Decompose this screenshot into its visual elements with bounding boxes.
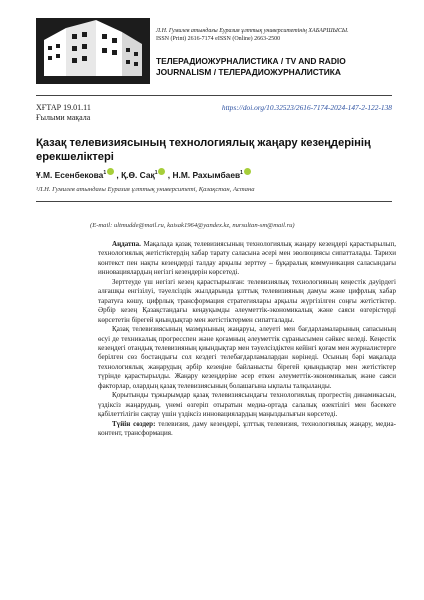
author-1-sup: 1 — [103, 170, 107, 177]
classification-code: ХҒТАР 19.01.11 — [36, 103, 91, 112]
abstract-p1-text: Мақалада қазақ телевизиясының технологиялық жаңару кезеңдері қарастырылып, технологиялық жетістіктердің хабар тарату саласына әсері мен эволюциясы сипатталады. Тарихи контекст пен нақты кезеңдерді талдау арқылы зерттеу – бұқаралық коммуникация саласындағы инновациялардың негізгі кезеңдерін көрсетеді. — [98, 240, 396, 277]
journal-title-line2: JOURNALISM / ТЕЛЕРАДИОЖУРНАЛИСТИКА — [156, 67, 341, 77]
journal-info — [156, 28, 392, 43]
author-2-sup: 1 — [154, 170, 158, 177]
orcid-icon[interactable] — [244, 168, 251, 175]
keywords-text: телевизия, даму кезеңдері, ұлттық телевизия, технологиялық жаңару, медиа-контент, трансформация. — [98, 419, 396, 438]
journal-section-title — [156, 56, 396, 78]
orcid-icon[interactable] — [158, 168, 165, 175]
author-3-sup: 1 — [240, 170, 243, 177]
university-logo — [36, 18, 150, 84]
article-meta — [36, 103, 91, 123]
journal-header — [36, 18, 392, 92]
doi-link[interactable]: https://doi.org/10.32523/2616-7174-2024-147-2-122-138 — [221, 103, 392, 112]
keywords — [98, 420, 396, 439]
journal-title-line1: ТЕЛЕРАДИОЖУРНАЛИСТИКА / TV AND RADIO — [156, 56, 346, 66]
abstract-paragraph-4: Қорытынды тұжырымдар қазақ телевизиясындағы технологиялық прогрестің динамикасын, үздіксіз жаңарудың, үнемі өзгеріп отыратын медиа-ортада салалық өзектілігі мен бәсекеге қабілеттілігін сақтау үшін үздіксіз инновациялардың маңыздылығын көрсетеді. — [98, 391, 396, 419]
header-rule — [36, 95, 392, 96]
affiliation: ¹Л.Н. Гумилев атындағы Еуразия ұлттық университеті, Қазақстан, Астана — [36, 186, 255, 193]
title-line2: ерекшеліктері — [36, 150, 114, 163]
abstract-paragraph-3: Қазақ телевизиясының мазмұнының жаңаруы, әлеуеті мен бағдарламаларының сапасының өсуі де техникалық прогресспен және қоғамның әлеуметтік сұранысымен сәйкес келеді. Кеңестік кезеңдегі отандық телевизияның қиындықтар мен тәуелсіздіктен кейінгі қоғам мен журналистерге берілген сөз бостандығы сол кездегі телебағдарламалардан көрінеді. Осының бәрі мақалада технологиялық жаңарудың әрбір кезеңіне байланысты бірегей қиындықтар мен жетістіктер түрінде қарастырылды. Жаңару кезеңдеріне әсер еткен әлеуметтік-экономикалық және саяси факторлар, олардың қазақ телевизиясының болашағына ықпалы талқыланды. — [98, 325, 396, 390]
orcid-icon[interactable] — [107, 168, 114, 175]
author-emails: (E-mail: ultmudde@mail.ru, kaisak1964@yandex.kz, nursultan-sm@mail.ru) — [90, 222, 295, 229]
article-type: Ғылыми мақала — [36, 113, 91, 122]
author-2: , Қ.Ө. Сақ — [116, 170, 155, 180]
article-title — [36, 137, 392, 164]
abstract-paragraph-2: Зерттеуде үш негізгі кезең қарастырылған: телевизиялық технологияның кеңестік дәуірдегі алғашқы енгізілуі, тәуелсіздік жылдарында ұлттық телевизияның дамуы және цифрлық хабар таратуға көшу, цифрлық трансформация стратегиялары арқылы жүргізілген соңғы жетістіктер. Әрбір кезең Қазақстандағы кеңауқымды әлеуметтік-экономикалық және саяси өзгерістерді көрсететін бірегей қиындықтар мен жетістіктермен сипатталады. — [98, 277, 396, 324]
abstract — [98, 240, 396, 570]
abstract-paragraph-1 — [98, 240, 396, 278]
journal-info-line2: ISSN (Print) 2616-7174 eISSN (Online) 2663-2500 — [156, 35, 281, 42]
keywords-label: Түйін сөздер: — [112, 419, 156, 428]
authors — [36, 168, 396, 180]
university-building-icon — [36, 18, 150, 84]
affiliation-rule — [36, 201, 392, 202]
journal-info-line1: Л.Н. Гумилев атындағы Еуразия ұлттық университетінің ХАБАРШЫСЫ. — [156, 28, 349, 34]
abstract-label: Аңдатпа. — [112, 240, 141, 248]
author-3: , Н.М. Рахымбаев — [167, 170, 241, 180]
title-line1: Қазақ телевизиясының технологиялық жаңару кезеңдерінің — [36, 137, 371, 149]
author-1: Ұ.М. Есенбекова — [36, 170, 104, 180]
